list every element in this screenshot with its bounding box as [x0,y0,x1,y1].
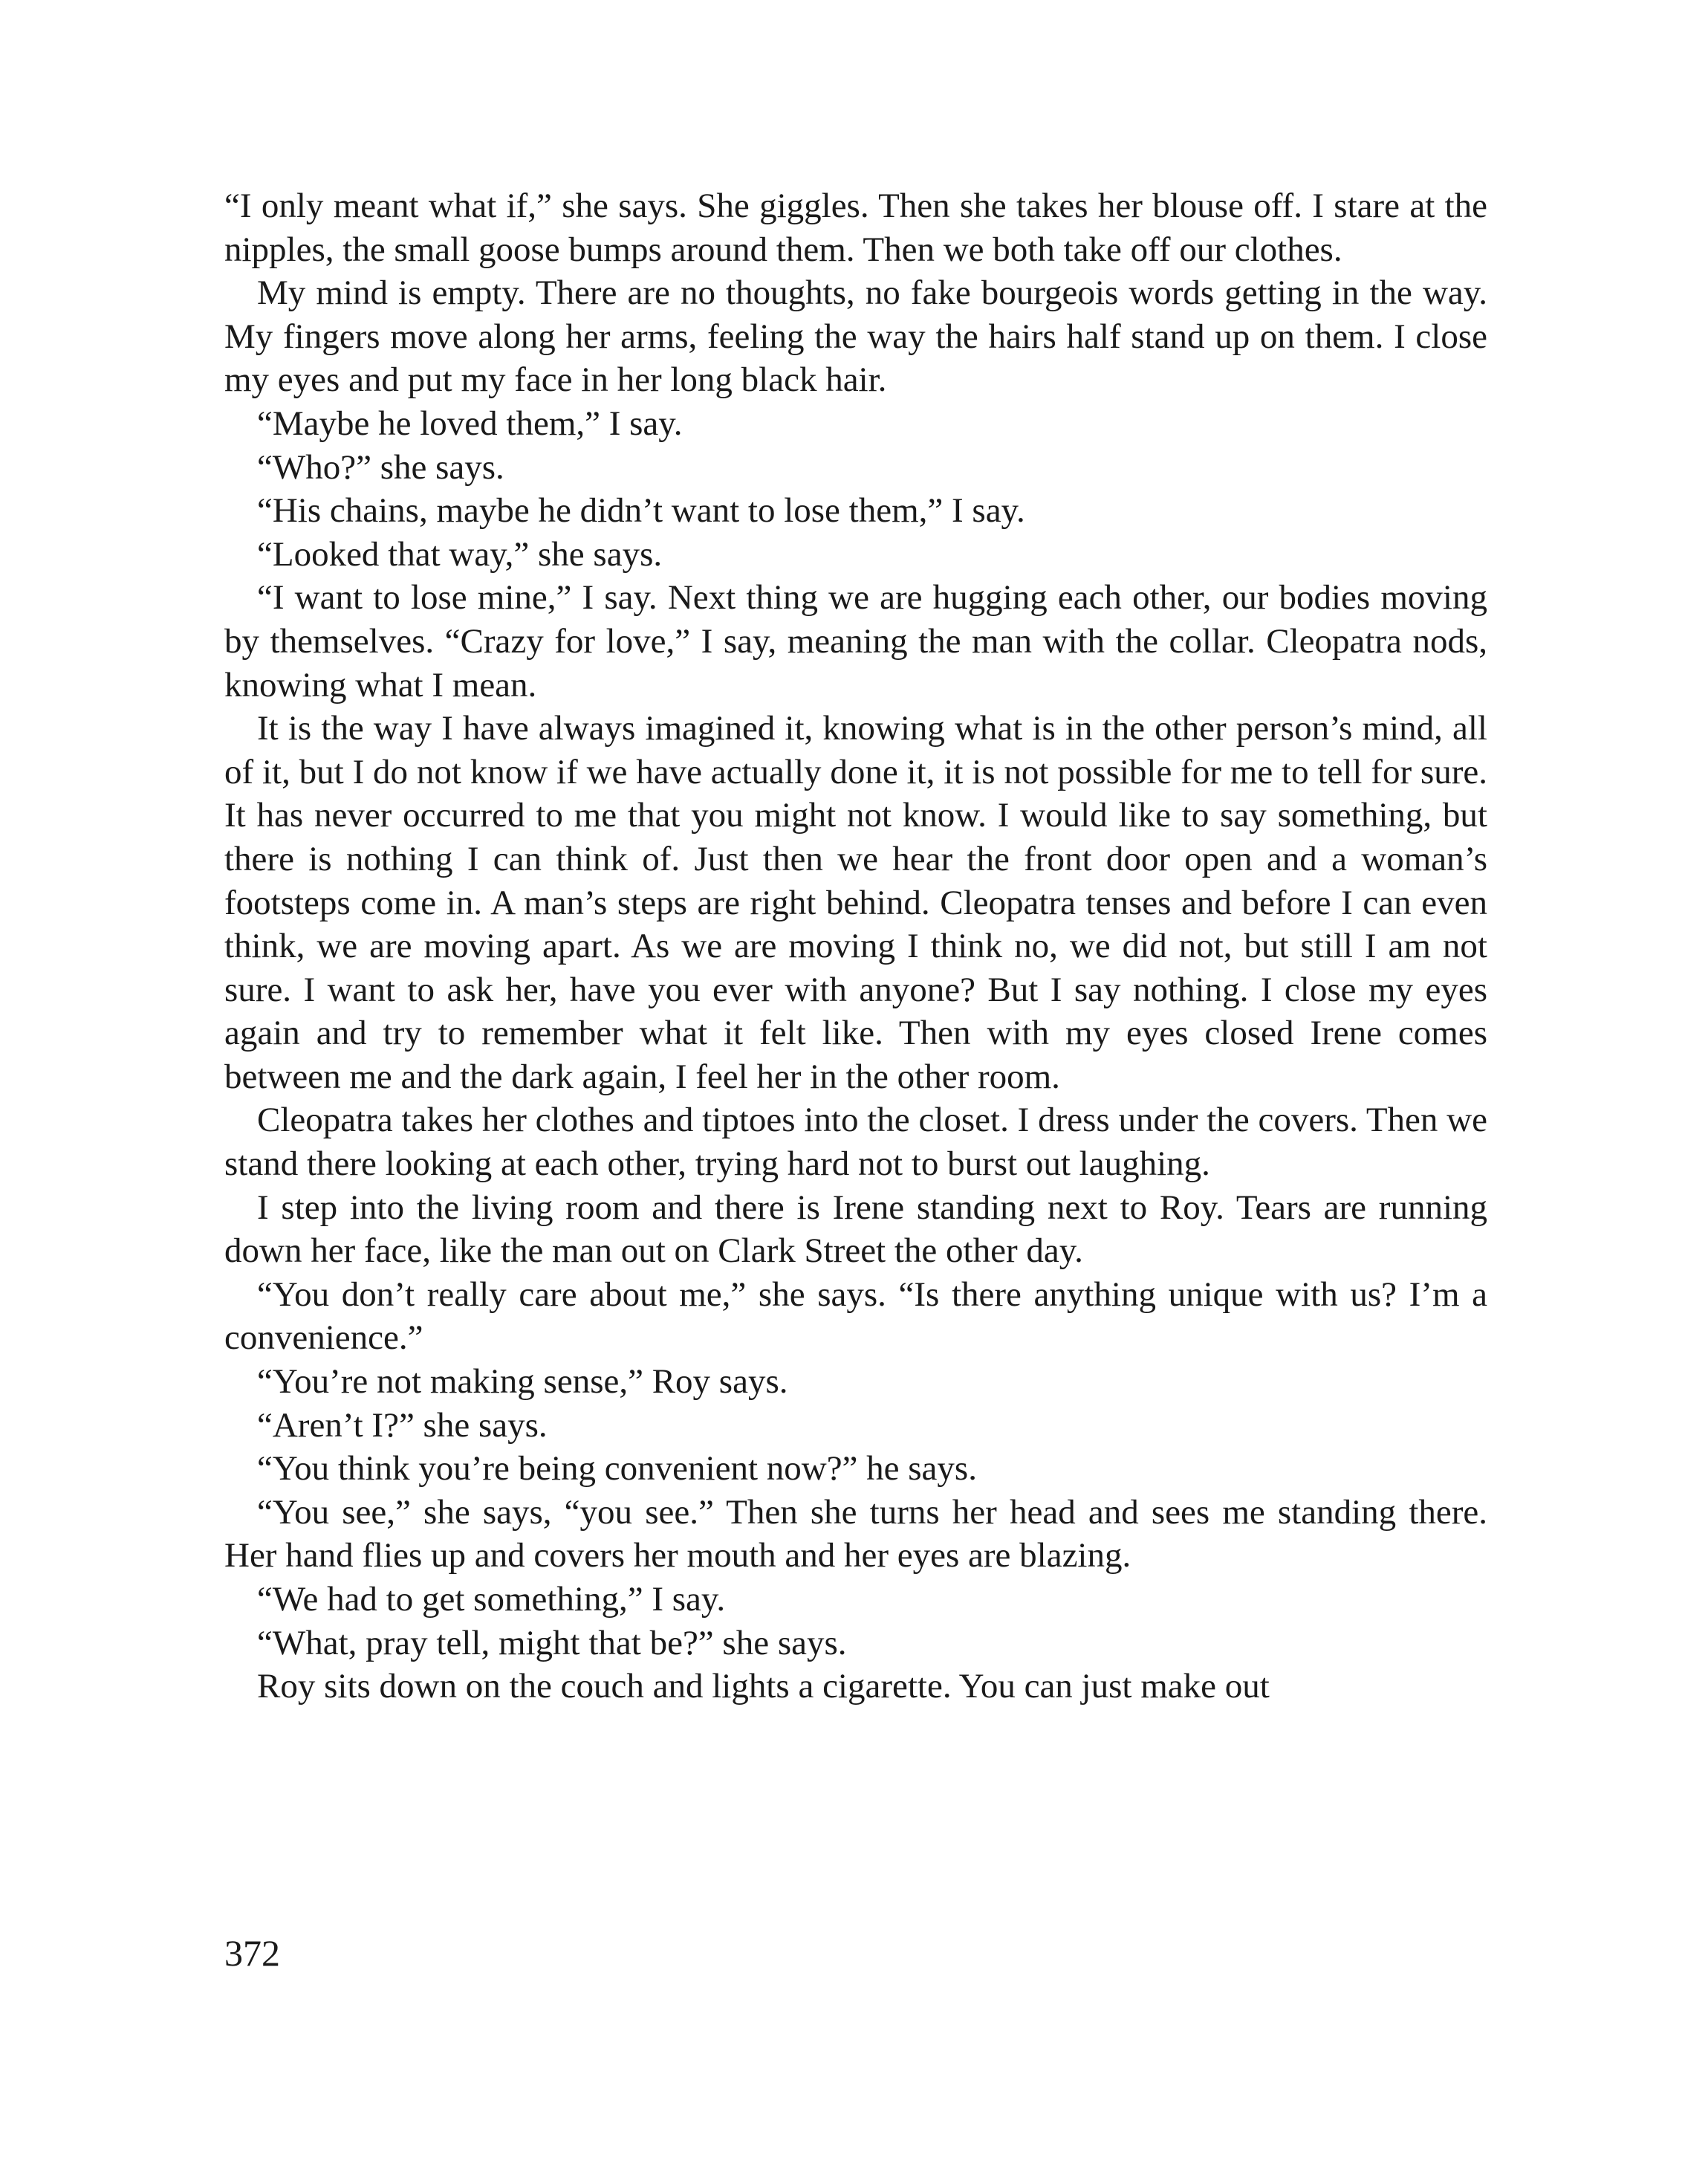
paragraph: “We had to get something,” I say. [257,1580,726,1619]
paragraph: “Who?” she says. [257,447,504,487]
body-text [224,184,1487,1708]
paragraph: I step into the living room and there is Irene standing next to Roy. Tears are running down her face, like the man out on Clark Street the other day. [224,1188,1487,1271]
paragraph: “You think you’re being convenient now?” he says. [257,1449,977,1489]
paragraph: “Aren’t I?” she says. [257,1405,548,1445]
paragraph: “You don’t really care about me,” she says. “Is there anything unique with us? I’m a convenience.” [224,1274,1487,1358]
paragraph: Roy sits down on the couch and lights a cigarette. You can just make out [257,1667,1270,1706]
paragraph: “What, pray tell, might that be?” she says. [257,1623,847,1662]
paragraph: My mind is empty. There are no thoughts, no fake bourgeois words getting in the way. My fingers move along her arms, feeling the way the hairs half stand up on them. I close my eyes and put my face in her long black hair. [224,273,1487,400]
paragraph: “Looked that way,” she says. [257,534,663,574]
paragraph: Cleopatra takes her clothes and tiptoes into the closet. I dress under the covers. Then we stand there looking at each other, trying hard not to burst out laughing. [224,1101,1487,1184]
page-number: 372 [224,1932,280,1974]
paragraph: “You see,” she says, “you see.” Then she turns her head and sees me standing there. Her hand flies up and covers her mouth and her eyes are blazing. [224,1492,1487,1575]
paragraph: “His chains, maybe he didn’t want to lose them,” I say. [257,491,1025,531]
paragraph: “I only meant what if,” she says. She giggles. Then she takes her blouse off. I stare at the nipples, the small goose bumps around them. Then we both take off our clothes. [224,187,1487,269]
paragraph: It is the way I have always imagined it, knowing what is in the other person’s mind, all of it, but I do not know if we have actually done it, it is not possible for me to tell for sure. It has never occurred to me that you might not know. I would like to say something, but there is nothing I can think of. Just then we hear the front door open and a woman’s footsteps come in. A man’s steps are right behind. Cleopatra tenses and before I can even think, we are moving apart. As we are moving I think no, we did not, but still I am not sure. I want to ask her, have you ever with anyone? But I say nothing. I close my eyes again and try to remember what it felt like. Then with my eyes closed Irene comes between me and the dark again, I feel her in the other room. [224,709,1487,1096]
paragraph: “Maybe he loved them,” I say. [257,404,683,443]
paragraph: “I want to lose mine,” I say. Next thing we are hugging each other, our bodies moving by themselves. “Crazy for love,” I say, meaning the man with the collar. Cleopatra nods, knowing what I mean. [224,578,1487,704]
paragraph: “You’re not making sense,” Roy says. [257,1362,788,1402]
